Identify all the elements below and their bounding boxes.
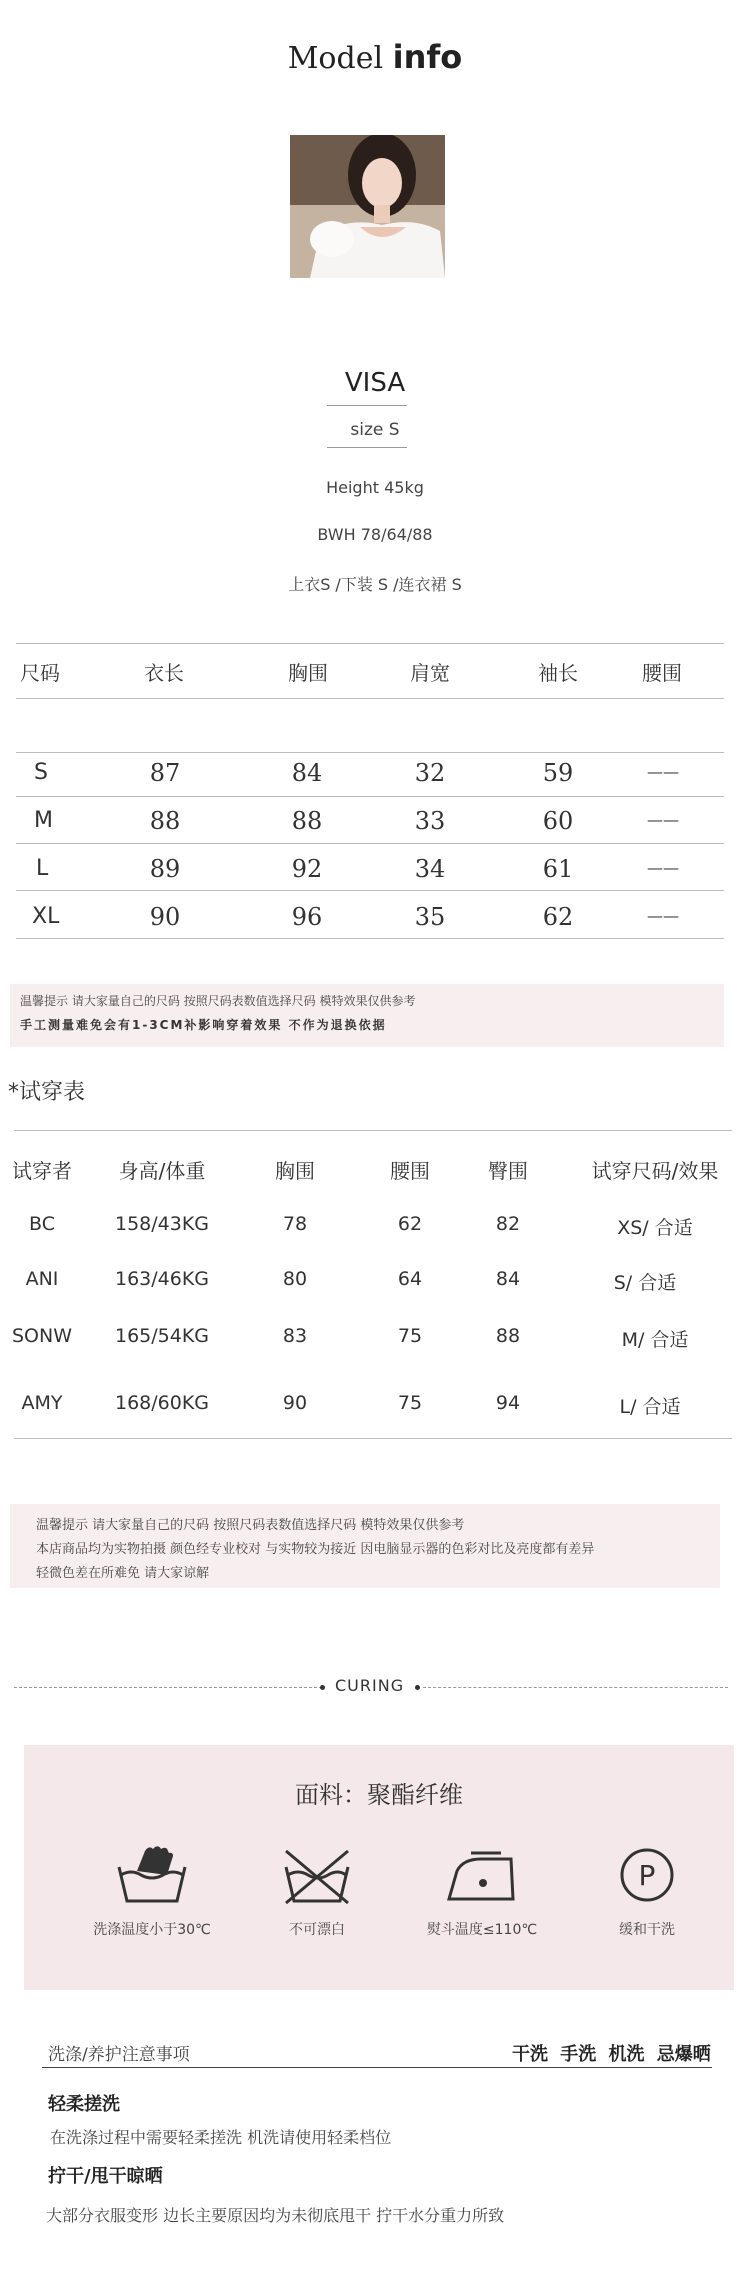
table-line — [16, 890, 724, 891]
cell-hip: 82 — [495, 1213, 521, 1235]
care-label: 洗涤温度小于30℃ — [93, 1922, 211, 1938]
cell-height-weight: 158/43KG — [114, 1213, 210, 1235]
cell-length: 88 — [149, 807, 181, 835]
cell-waist: —— — [647, 858, 679, 877]
header-height-weight: 身高/体重 — [118, 1159, 206, 1183]
dry-clean-p-icon — [610, 1845, 684, 1905]
cell-bust: 78 — [282, 1213, 308, 1235]
cell-sleeve: 60 — [542, 807, 574, 835]
section-title: 拧干/甩干晾晒 — [48, 2166, 163, 2187]
care-item — [237, 1845, 397, 1939]
cell-shoulder: 35 — [414, 903, 446, 931]
cell-shoulder: 34 — [414, 855, 446, 883]
svg-text:P: P — [638, 1859, 656, 1892]
care-item — [567, 1845, 727, 1939]
table-line — [14, 1438, 732, 1439]
cell-waist: 75 — [397, 1325, 423, 1347]
divider-dot — [320, 1685, 325, 1690]
cell-tester: BC — [29, 1213, 55, 1235]
cell-waist: —— — [647, 810, 679, 829]
header-bust: 胸围 — [288, 661, 328, 685]
size-notice — [10, 984, 724, 1047]
page-title — [0, 38, 750, 76]
title-light: Model — [287, 41, 384, 76]
wash-notes-title: 洗涤/养护注意事项 — [48, 2045, 190, 2065]
model-height: Height 45kg — [326, 478, 424, 497]
section-text: 大部分衣服变形 边长主要原因均为未彻底甩干 拧干水分重力所致 — [46, 2206, 505, 2225]
care-item — [72, 1845, 232, 1939]
cell-hip: 88 — [495, 1325, 521, 1347]
divider — [327, 447, 407, 448]
row-size: XL — [32, 904, 60, 929]
cell-hip: 84 — [495, 1268, 521, 1290]
divider-left — [14, 1687, 322, 1688]
row-size: M — [34, 808, 53, 833]
model-photo-illustration — [290, 135, 445, 278]
cell-shoulder: 32 — [414, 759, 446, 787]
header-tester: 试穿者 — [12, 1159, 72, 1183]
fit-table-title: *试穿表 — [8, 1080, 86, 1105]
divider — [327, 405, 407, 406]
title-bold: info — [392, 38, 463, 76]
notice-line: 手工测量难免会有1-3CM补影响穿着效果 不作为退换依据 — [20, 1018, 387, 1032]
cell-height-weight: 163/46KG — [114, 1268, 210, 1290]
iron-icon — [445, 1845, 519, 1905]
model-name: VISA — [344, 368, 406, 398]
cell-height-weight: 168/60KG — [114, 1392, 210, 1414]
cell-length: 90 — [149, 903, 181, 931]
header-hip: 臀围 — [488, 1159, 528, 1183]
model-photo — [290, 135, 445, 278]
cell-tester: SONW — [11, 1325, 72, 1347]
cell-length: 87 — [149, 759, 181, 787]
section-line — [42, 2067, 712, 2068]
cell-waist: 75 — [397, 1392, 423, 1414]
header-waist: 腰围 — [390, 1159, 430, 1183]
cell-waist: 62 — [397, 1213, 423, 1235]
cell-length: 89 — [149, 855, 181, 883]
table-line — [14, 1130, 732, 1131]
fabric-label: 面料：聚酯纤维 — [295, 1781, 463, 1809]
care-label: 不可漂白 — [289, 1922, 345, 1938]
table-line — [16, 843, 724, 844]
cell-bust: 96 — [291, 903, 323, 931]
divider-right — [423, 1687, 728, 1688]
notice-line: 温馨提示 请大家量自己的尺码 按照尺码表数值选择尺码 模特效果仅供参考 — [20, 994, 416, 1008]
header-sleeve: 袖长 — [538, 661, 578, 685]
cell-fit-result: M/ 合适 — [621, 1329, 689, 1351]
curing-label: CURING — [335, 1676, 405, 1695]
header-length: 衣长 — [144, 661, 184, 685]
cell-bust: 90 — [282, 1392, 308, 1414]
cell-height-weight: 165/54KG — [114, 1325, 210, 1347]
section-text: 在洗涤过程中需要轻柔搓洗 机洗请使用轻柔档位 — [50, 2128, 392, 2147]
model-size: size S — [350, 420, 400, 440]
divider-dot — [415, 1685, 420, 1690]
header-bust: 胸围 — [275, 1159, 315, 1183]
row-size: S — [34, 760, 48, 785]
table-line — [16, 698, 724, 699]
row-size: L — [36, 856, 49, 881]
cell-fit-result: S/ 合适 — [613, 1272, 677, 1294]
cell-waist: —— — [647, 906, 679, 925]
section-title: 轻柔搓洗 — [48, 2094, 120, 2115]
no-bleach-icon — [280, 1845, 354, 1905]
wash-methods: 干洗 手洗 机洗 忌爆晒 — [512, 2044, 711, 2065]
notice-line: 轻微色差在所难免 请大家谅解 — [36, 1566, 210, 1581]
color-notice — [10, 1504, 720, 1588]
cell-bust: 83 — [282, 1325, 308, 1347]
cell-waist: —— — [647, 762, 679, 781]
table-line — [16, 938, 724, 939]
notice-line: 温馨提示 请大家量自己的尺码 按照尺码表数值选择尺码 模特效果仅供参考 — [36, 1518, 465, 1533]
cell-fit-result: L/ 合适 — [619, 1396, 681, 1418]
cell-bust: 88 — [291, 807, 323, 835]
cell-tester: AMY — [21, 1392, 63, 1414]
cell-sleeve: 59 — [542, 759, 574, 787]
care-box — [24, 1745, 734, 1990]
model-wear-size: 上衣S /下装 S /连衣裙 S — [288, 575, 462, 594]
care-label: 缓和干洗 — [619, 1922, 675, 1938]
cell-hip: 94 — [495, 1392, 521, 1414]
cell-sleeve: 62 — [542, 903, 574, 931]
care-item — [402, 1845, 562, 1939]
cell-bust: 80 — [282, 1268, 308, 1290]
table-line — [16, 796, 724, 797]
cell-sleeve: 61 — [542, 855, 574, 883]
model-bwh: BWH 78/64/88 — [317, 525, 433, 544]
notice-line: 本店商品均为实物拍摄 颜色经专业校对 与实物较为接近 因电脑显示器的色彩对比及亮度都有差异 — [36, 1542, 595, 1557]
header-fit-result: 试穿尺码/效果 — [591, 1159, 719, 1183]
table-line — [16, 752, 724, 753]
cell-waist: 64 — [397, 1268, 423, 1290]
care-label: 熨斗温度≤110℃ — [426, 1922, 538, 1938]
header-shoulder: 肩宽 — [410, 661, 450, 685]
table-line — [16, 643, 724, 644]
hand-wash-icon — [115, 1845, 189, 1905]
header-waist: 腰围 — [642, 661, 682, 685]
cell-shoulder: 33 — [414, 807, 446, 835]
cell-tester: ANI — [25, 1268, 59, 1290]
cell-fit-result: XS/ 合适 — [617, 1217, 693, 1239]
cell-bust: 84 — [291, 759, 323, 787]
header-size: 尺码 — [20, 661, 60, 685]
cell-bust: 92 — [291, 855, 323, 883]
